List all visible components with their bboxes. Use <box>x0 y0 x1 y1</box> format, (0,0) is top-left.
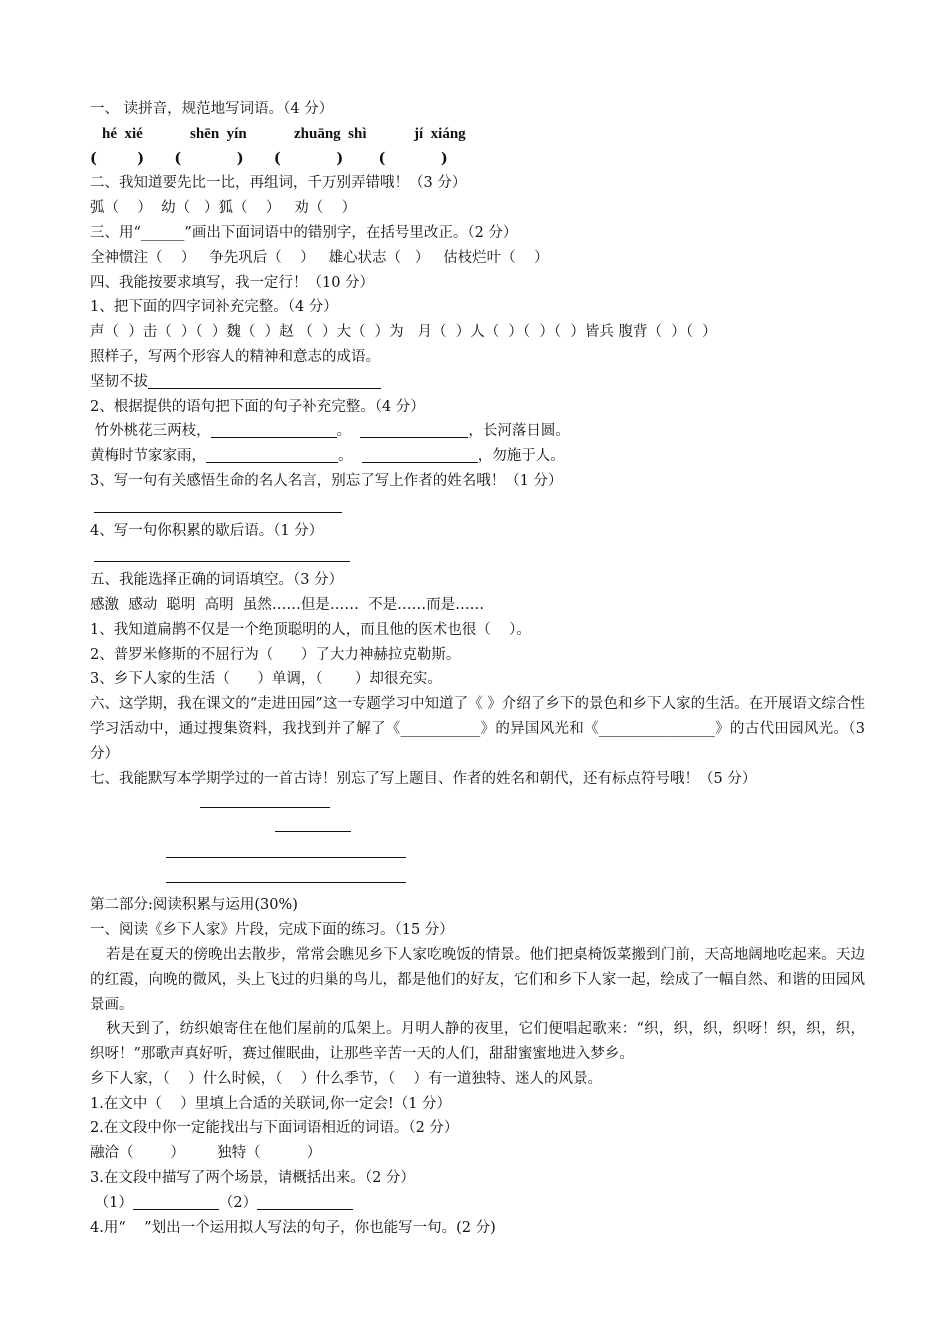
q4-1-note: 照样子，写两个形容人的精神和意志的成语。 <box>90 348 380 365</box>
passage-paragraph-2: 秋天到了，纺织娘寄住在他们屋前的瓜架上。月明人静的夜里，它们便唱起歌来：“织，织，织，织呀！织，织，织，织呀！”那歌声真好听，赛过催眠曲，让那些辛苦一天的人们，甜甜蜜蜜地进入梦乡。 <box>90 1021 865 1063</box>
poem-line: 黄梅时节家家雨， <box>90 448 206 465</box>
answer-blank[interactable] <box>362 446 478 463</box>
q2-title: 二、我知道要先比一比，再组词，千万别弄错哦！（3 分） <box>90 175 467 192</box>
pinyin-3: zhuāng shì <box>294 125 367 142</box>
q4-2-row-b <box>90 444 865 469</box>
q5-word-bank: 感激 感动 聪明 高明 虽然……但是…… 不是……而是…… <box>90 596 485 613</box>
answer-blank[interactable] <box>133 1193 219 1210</box>
poem-answer-area <box>90 791 865 893</box>
poem-line: 竹外桃花三两枝， <box>90 423 211 440</box>
q4-2-title: 2、根据提供的语句把下面的句子补充完整。（4 分） <box>90 398 425 415</box>
answer-blank[interactable] <box>94 545 350 562</box>
pinyin-4: jí xiáng <box>414 125 466 142</box>
exercise-4: 4.用“ ”划出一个运用拟人写法的句子，你也能写一句。(2 分) <box>90 1219 496 1236</box>
poem-title-blank[interactable] <box>200 791 330 808</box>
pinyin-1: hé xié <box>102 125 143 142</box>
exercise-2: 2.在文段中你一定能找出与下面词语相近的词语。（2 分） <box>90 1120 459 1137</box>
exercise-1: 1.在文中（ ）里填上合适的关联词,你一定会!（1 分） <box>90 1095 452 1112</box>
punct: 。 <box>336 423 361 440</box>
exercise-2-row[interactable]: 融洽（ ） 独特（ ） <box>90 1145 322 1162</box>
q7-title: 七、我能默写本学期学过的一首古诗！别忘了写上题目、作者的姓名和朝代，还有标点符号哦！（5 分） <box>90 770 757 787</box>
poem-line-blank[interactable] <box>166 841 406 858</box>
answer-blank[interactable] <box>94 496 342 513</box>
passage-paragraph-1: 若是在夏天的傍晚出去散步，常常会瞧见乡下人家吃晚饭的情景。他们把桌椅饭菜搬到门前，天高地阔地吃起来。天边的红霞，向晚的微风，头上飞过的归巢的鸟儿，都是他们的好友，它们和乡下人家一起，绘成了一幅自然、和谐的田园风景画。 <box>90 946 865 1013</box>
q1-title: 一、 读拼音，规范地写词语。（4 分） <box>90 101 334 117</box>
pinyin-answer-parens[interactable]: ( ) ( ) ( ) ( ) <box>90 149 448 167</box>
punct: 。 <box>338 448 362 465</box>
q3-title: 三、用“______”画出下面词语中的错别字，在括号里改正。（2 分） <box>90 224 518 241</box>
q4-3-title: 3、写一句有关感悟生命的名人名言，别忘了写上作者的姓名哦！（1 分） <box>90 472 563 489</box>
q4-1-row[interactable]: 声（ ）击（ ）（ ）魏（ ）赵 （ ）大（ ）为 月（ ）人（ ）（ ）（ ）皆兵 腹背（ ）（ ） <box>90 324 717 341</box>
answer-blank[interactable] <box>206 446 338 463</box>
q4-4-title: 4、写一句你积累的歇后语。（1 分） <box>90 522 324 539</box>
label-2: （2） <box>218 1194 258 1211</box>
q4-2-row-a <box>90 419 865 444</box>
q5-title: 五、我能选择正确的词语填空。（3 分） <box>90 572 344 589</box>
part2-title: 第二部分:阅读积累与运用(30%) <box>90 897 298 914</box>
example-idiom: 坚韧不拔 <box>90 373 148 390</box>
q6-text[interactable]: 六、这学期，我在课文的“走进田园”这一专题学习中知道了《 》介绍了乡下的景色和乡下人家的生活。在开展语文综合性学习活动中，通过搜集资料，我找到并了解了《___________》的异国风光和《________________》的古代田园风光。（3 分） <box>90 696 865 762</box>
q3-row[interactable]: 全神惯注（ ） 争先巩后（ ） 雄心状志（ ） 估枝烂叶（ ） <box>90 249 549 266</box>
pinyin-2: shēn yín <box>190 125 247 142</box>
q5-item-3[interactable]: 3、乡下人家的生活（ ）单调，（ ）却很充实。 <box>90 671 442 688</box>
reading-title: 一、阅读《乡下人家》片段，完成下面的练习。（15 分） <box>90 922 454 939</box>
q4-4-answer <box>90 543 865 568</box>
poem-line-blank[interactable] <box>166 866 406 883</box>
answer-blank[interactable] <box>257 1193 353 1210</box>
q4-3-answer <box>90 494 865 519</box>
q2-row[interactable]: 弧（ ） 幼（ ）狐（ ） 劝（ ） <box>90 200 357 217</box>
exercise-3-row <box>90 1191 865 1216</box>
pinyin-row <box>90 122 865 147</box>
exam-page <box>90 97 865 1240</box>
q5-item-1[interactable]: 1、我知道扁鹊不仅是一个绝顶聪明的人，而且他的医术也很（ ）。 <box>90 621 531 638</box>
q4-1-example <box>90 370 865 395</box>
q4-1-title: 1、把下面的四字词补充完整。（4 分） <box>90 299 338 316</box>
poem-author-blank[interactable] <box>275 815 351 832</box>
q5-item-2[interactable]: 2、普罗米修斯的不屈行为（ ）了大力神赫拉克勒斯。 <box>90 646 461 663</box>
passage-paragraph-3[interactable]: 乡下人家，（ ）什么时候，（ ）什么季节，（ ）有一道独特、迷人的风景。 <box>90 1070 603 1087</box>
answer-blank[interactable] <box>360 421 468 438</box>
poem-line: ，长河落日圆。 <box>468 423 570 440</box>
answer-blank[interactable] <box>148 372 381 389</box>
poem-line: ，勿施于人。 <box>477 448 565 465</box>
label-1: （1） <box>90 1194 133 1211</box>
answer-blank[interactable] <box>211 421 337 438</box>
q4-title: 四、我能按要求填写，我一定行！（10 分） <box>90 274 375 291</box>
exercise-3: 3.在文段中描写了两个场景，请概括出来。（2 分） <box>90 1170 415 1187</box>
